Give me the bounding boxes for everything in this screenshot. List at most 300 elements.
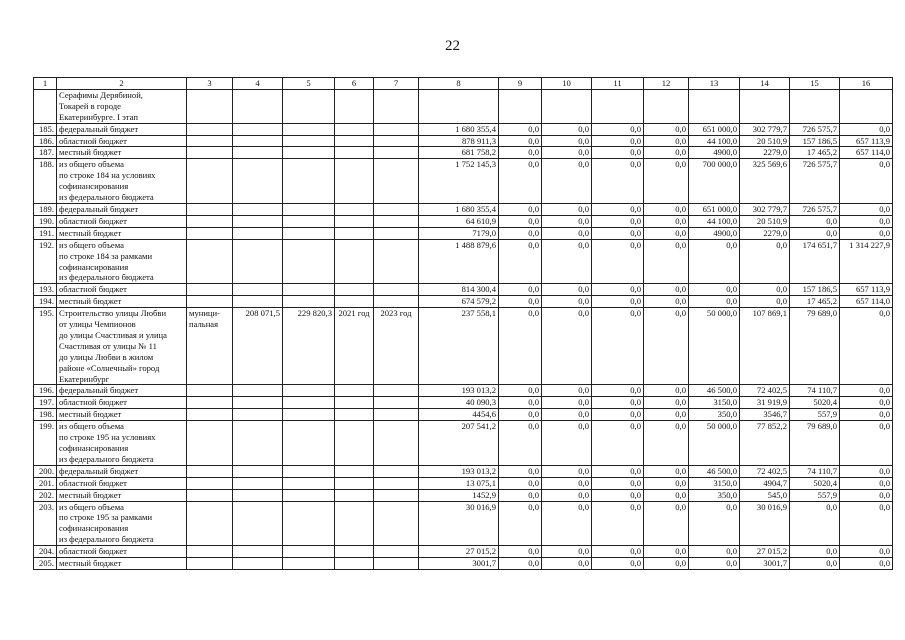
- value-cell: [790, 89, 840, 123]
- value-cell: 157 186,5: [790, 284, 840, 296]
- value-cell: 0,0: [790, 546, 840, 558]
- value-cell: [283, 159, 335, 204]
- ownership-cell: [187, 385, 233, 397]
- year-cell: [374, 397, 419, 409]
- value-cell: [283, 296, 335, 308]
- value-cell: 325 569,6: [740, 159, 790, 204]
- value-cell: 0,0: [499, 135, 542, 147]
- value-cell: 0,0: [644, 489, 689, 501]
- value-cell: 4900,0: [689, 227, 740, 239]
- table-row: [34, 123, 893, 135]
- value-cell: 0,0: [592, 123, 644, 135]
- year-cell: [335, 123, 374, 135]
- value-cell: [233, 489, 283, 501]
- value-cell: 0,0: [644, 239, 689, 284]
- value-cell: 0,0: [499, 308, 542, 385]
- row-number-cell: [34, 89, 57, 123]
- value-cell: 174 651,7: [790, 239, 840, 284]
- value-cell: [233, 546, 283, 558]
- value-cell: 651 000,0: [689, 123, 740, 135]
- year-cell: [374, 546, 419, 558]
- value-cell: [233, 385, 283, 397]
- value-cell: [283, 147, 335, 159]
- value-cell: 0,0: [542, 123, 592, 135]
- value-cell: [283, 89, 335, 123]
- item-name-cell: из общего объема по строке 195 на условиях софинансирования из федерального бюджета: [57, 421, 187, 466]
- ownership-cell: муници- пальная: [187, 308, 233, 385]
- item-name-cell: местный бюджет: [57, 409, 187, 421]
- value-cell: 27 015,2: [740, 546, 790, 558]
- value-cell: [233, 89, 283, 123]
- value-cell: 302 779,7: [740, 203, 790, 215]
- item-name-cell: Серафимы Дерябиной, Токарей в городе Екатеринбурге. I этап: [57, 89, 187, 123]
- year-cell: [374, 558, 419, 570]
- value-cell: [233, 203, 283, 215]
- value-cell: 0,0: [592, 203, 644, 215]
- item-name-cell: местный бюджет: [57, 489, 187, 501]
- row-number-cell: 196.: [34, 385, 57, 397]
- table-row: [34, 239, 893, 284]
- value-cell: 814 300,4: [419, 284, 499, 296]
- value-cell: 657 114,0: [840, 296, 893, 308]
- row-number-cell: 200.: [34, 465, 57, 477]
- value-cell: [283, 203, 335, 215]
- value-cell: [419, 89, 499, 123]
- value-cell: 0,0: [644, 385, 689, 397]
- item-name-cell: областной бюджет: [57, 135, 187, 147]
- ownership-cell: [187, 89, 233, 123]
- value-cell: 0,0: [592, 296, 644, 308]
- year-cell: [335, 159, 374, 204]
- value-cell: 50 000,0: [689, 308, 740, 385]
- value-cell: 0,0: [499, 409, 542, 421]
- value-cell: 0,0: [644, 421, 689, 466]
- value-cell: [233, 135, 283, 147]
- value-cell: 0,0: [644, 501, 689, 546]
- column-number-header: 6: [335, 78, 374, 90]
- value-cell: 237 558,1: [419, 308, 499, 385]
- item-name-cell: областной бюджет: [57, 284, 187, 296]
- value-cell: [233, 397, 283, 409]
- year-cell: [335, 409, 374, 421]
- value-cell: 0,0: [499, 385, 542, 397]
- value-cell: 0,0: [592, 558, 644, 570]
- year-cell: [374, 477, 419, 489]
- value-cell: 2279,0: [740, 227, 790, 239]
- year-cell: [335, 501, 374, 546]
- table-row: [34, 409, 893, 421]
- value-cell: 0,0: [644, 215, 689, 227]
- value-cell: 1 314 227,9: [840, 239, 893, 284]
- row-number-cell: 204.: [34, 546, 57, 558]
- value-cell: 0,0: [840, 558, 893, 570]
- value-cell: 0,0: [499, 203, 542, 215]
- value-cell: 17 465,2: [790, 147, 840, 159]
- value-cell: 0,0: [499, 239, 542, 284]
- value-cell: 0,0: [592, 308, 644, 385]
- value-cell: 0,0: [689, 546, 740, 558]
- year-cell: [335, 239, 374, 284]
- value-cell: [233, 421, 283, 466]
- ownership-cell: [187, 227, 233, 239]
- year-cell: [374, 421, 419, 466]
- value-cell: [283, 546, 335, 558]
- row-number-cell: 199.: [34, 421, 57, 466]
- year-cell: [374, 296, 419, 308]
- column-number-header: 8: [419, 78, 499, 90]
- ownership-cell: [187, 239, 233, 284]
- value-cell: 0,0: [592, 385, 644, 397]
- ownership-cell: [187, 397, 233, 409]
- value-cell: 107 869,1: [740, 308, 790, 385]
- value-cell: [283, 397, 335, 409]
- value-cell: 674 579,2: [419, 296, 499, 308]
- item-name-cell: федеральный бюджет: [57, 465, 187, 477]
- value-cell: 0,0: [840, 123, 893, 135]
- value-cell: [283, 284, 335, 296]
- value-cell: 20 510,9: [740, 215, 790, 227]
- value-cell: 0,0: [840, 308, 893, 385]
- item-name-cell: местный бюджет: [57, 296, 187, 308]
- value-cell: 0,0: [644, 123, 689, 135]
- value-cell: [283, 135, 335, 147]
- value-cell: 0,0: [542, 546, 592, 558]
- value-cell: 1452,9: [419, 489, 499, 501]
- column-number-header: 11: [592, 78, 644, 90]
- ownership-cell: [187, 465, 233, 477]
- column-number-header: 15: [790, 78, 840, 90]
- year-cell: [335, 546, 374, 558]
- year-cell: [374, 227, 419, 239]
- year-cell: [374, 203, 419, 215]
- value-cell: 0,0: [592, 397, 644, 409]
- value-cell: [283, 558, 335, 570]
- value-cell: 0,0: [542, 215, 592, 227]
- value-cell: 0,0: [592, 477, 644, 489]
- value-cell: 40 090,3: [419, 397, 499, 409]
- table-row: [34, 159, 893, 204]
- value-cell: 0,0: [499, 501, 542, 546]
- value-cell: 0,0: [499, 397, 542, 409]
- column-number-header: 1: [34, 78, 57, 90]
- value-cell: 0,0: [592, 135, 644, 147]
- value-cell: [233, 409, 283, 421]
- value-cell: [283, 465, 335, 477]
- value-cell: [233, 147, 283, 159]
- value-cell: 0,0: [499, 215, 542, 227]
- value-cell: [233, 227, 283, 239]
- ownership-cell: [187, 123, 233, 135]
- value-cell: 0,0: [592, 409, 644, 421]
- value-cell: 0,0: [840, 385, 893, 397]
- row-number-cell: 187.: [34, 147, 57, 159]
- table-row: [34, 296, 893, 308]
- ownership-cell: [187, 421, 233, 466]
- value-cell: 545,0: [740, 489, 790, 501]
- table-row: [34, 385, 893, 397]
- value-cell: 0,0: [592, 465, 644, 477]
- value-cell: 0,0: [592, 501, 644, 546]
- row-number-cell: 194.: [34, 296, 57, 308]
- row-number-cell: 188.: [34, 159, 57, 204]
- value-cell: 0,0: [689, 239, 740, 284]
- value-cell: 0,0: [542, 159, 592, 204]
- row-number-cell: 185.: [34, 123, 57, 135]
- value-cell: 0,0: [840, 227, 893, 239]
- value-cell: 27 015,2: [419, 546, 499, 558]
- value-cell: 1 680 355,4: [419, 203, 499, 215]
- value-cell: 0,0: [499, 477, 542, 489]
- value-cell: 0,0: [542, 421, 592, 466]
- year-cell: [374, 385, 419, 397]
- table-row: [34, 465, 893, 477]
- value-cell: 0,0: [592, 421, 644, 466]
- value-cell: 878 911,3: [419, 135, 499, 147]
- value-cell: 0,0: [790, 227, 840, 239]
- value-cell: 44 100,0: [689, 215, 740, 227]
- ownership-cell: [187, 203, 233, 215]
- value-cell: 0,0: [840, 465, 893, 477]
- item-name-cell: местный бюджет: [57, 147, 187, 159]
- value-cell: 0,0: [644, 284, 689, 296]
- ownership-cell: [187, 159, 233, 204]
- column-number-header: 9: [499, 78, 542, 90]
- year-cell: [374, 159, 419, 204]
- row-number-cell: 203.: [34, 501, 57, 546]
- value-cell: 0,0: [499, 147, 542, 159]
- row-number-cell: 190.: [34, 215, 57, 227]
- value-cell: 0,0: [499, 465, 542, 477]
- value-cell: 157 186,5: [790, 135, 840, 147]
- row-number-cell: 205.: [34, 558, 57, 570]
- value-cell: 681 758,2: [419, 147, 499, 159]
- year-cell: [335, 147, 374, 159]
- value-cell: [233, 296, 283, 308]
- value-cell: 700 000,0: [689, 159, 740, 204]
- value-cell: 0,0: [499, 227, 542, 239]
- row-number-cell: 195.: [34, 308, 57, 385]
- value-cell: 74 110,7: [790, 465, 840, 477]
- value-cell: 20 510,9: [740, 135, 790, 147]
- value-cell: 4454,6: [419, 409, 499, 421]
- value-cell: 207 541,2: [419, 421, 499, 466]
- column-number-header: 7: [374, 78, 419, 90]
- value-cell: [233, 215, 283, 227]
- year-cell: 2021 год: [335, 308, 374, 385]
- value-cell: 0,0: [644, 147, 689, 159]
- value-cell: 0,0: [542, 308, 592, 385]
- value-cell: [233, 123, 283, 135]
- value-cell: [689, 89, 740, 123]
- value-cell: 0,0: [542, 501, 592, 546]
- value-cell: 0,0: [840, 421, 893, 466]
- value-cell: 0,0: [644, 308, 689, 385]
- value-cell: 0,0: [542, 385, 592, 397]
- year-cell: [374, 147, 419, 159]
- value-cell: [233, 465, 283, 477]
- value-cell: 0,0: [790, 558, 840, 570]
- page-number: 22: [445, 38, 460, 54]
- value-cell: 208 071,5: [233, 308, 283, 385]
- value-cell: 0,0: [840, 215, 893, 227]
- column-number-header: 14: [740, 78, 790, 90]
- ownership-cell: [187, 489, 233, 501]
- row-number-cell: 198.: [34, 409, 57, 421]
- item-name-cell: из общего объема по строке 184 за рамками софинансирования из федерального бюджета: [57, 239, 187, 284]
- table-row: [34, 89, 893, 123]
- value-cell: 0,0: [644, 203, 689, 215]
- table-row: [34, 215, 893, 227]
- value-cell: [740, 89, 790, 123]
- value-cell: 0,0: [644, 409, 689, 421]
- value-cell: [233, 284, 283, 296]
- value-cell: 0,0: [644, 477, 689, 489]
- value-cell: 31 919,9: [740, 397, 790, 409]
- ownership-cell: [187, 409, 233, 421]
- value-cell: 0,0: [644, 135, 689, 147]
- value-cell: 0,0: [644, 558, 689, 570]
- value-cell: 0,0: [840, 397, 893, 409]
- value-cell: 0,0: [542, 203, 592, 215]
- item-name-cell: областной бюджет: [57, 546, 187, 558]
- row-number-cell: 186.: [34, 135, 57, 147]
- value-cell: 0,0: [499, 123, 542, 135]
- value-cell: 651 000,0: [689, 203, 740, 215]
- value-cell: 5020,4: [790, 477, 840, 489]
- table-row: [34, 477, 893, 489]
- value-cell: 0,0: [542, 465, 592, 477]
- value-cell: 0,0: [740, 296, 790, 308]
- value-cell: 726 575,7: [790, 159, 840, 204]
- table-row: [34, 501, 893, 546]
- year-cell: [374, 489, 419, 501]
- value-cell: 0,0: [499, 159, 542, 204]
- value-cell: 0,0: [592, 215, 644, 227]
- row-number-cell: 202.: [34, 489, 57, 501]
- value-cell: 193 013,2: [419, 385, 499, 397]
- value-cell: 193 013,2: [419, 465, 499, 477]
- value-cell: 1 488 879,6: [419, 239, 499, 284]
- value-cell: 0,0: [644, 227, 689, 239]
- value-cell: 0,0: [840, 203, 893, 215]
- value-cell: 0,0: [740, 284, 790, 296]
- value-cell: 0,0: [840, 159, 893, 204]
- table-row: [34, 558, 893, 570]
- value-cell: 0,0: [644, 397, 689, 409]
- value-cell: 0,0: [740, 239, 790, 284]
- value-cell: 0,0: [542, 296, 592, 308]
- item-name-cell: областной бюджет: [57, 397, 187, 409]
- value-cell: 0,0: [840, 489, 893, 501]
- column-number-header: 12: [644, 78, 689, 90]
- value-cell: 302 779,7: [740, 123, 790, 135]
- value-cell: 46 500,0: [689, 385, 740, 397]
- year-cell: [335, 385, 374, 397]
- year-cell: [335, 203, 374, 215]
- value-cell: 0,0: [790, 215, 840, 227]
- column-number-header: 2: [57, 78, 187, 90]
- value-cell: 0,0: [592, 239, 644, 284]
- value-cell: 64 610,9: [419, 215, 499, 227]
- table-row: [34, 135, 893, 147]
- budget-table: [33, 77, 893, 570]
- value-cell: 0,0: [499, 558, 542, 570]
- table-row: [34, 284, 893, 296]
- column-number-row: [34, 78, 893, 90]
- ownership-cell: [187, 477, 233, 489]
- year-cell: [374, 284, 419, 296]
- value-cell: 50 000,0: [689, 421, 740, 466]
- value-cell: 0,0: [592, 159, 644, 204]
- column-number-header: 4: [233, 78, 283, 90]
- year-cell: [335, 465, 374, 477]
- row-number-cell: 193.: [34, 284, 57, 296]
- year-cell: [335, 421, 374, 466]
- year-cell: [335, 227, 374, 239]
- value-cell: 72 402,5: [740, 385, 790, 397]
- year-cell: [374, 409, 419, 421]
- table-row: [34, 203, 893, 215]
- year-cell: [374, 135, 419, 147]
- value-cell: 0,0: [499, 421, 542, 466]
- year-cell: [374, 123, 419, 135]
- value-cell: [283, 501, 335, 546]
- value-cell: [499, 89, 542, 123]
- value-cell: 350,0: [689, 489, 740, 501]
- value-cell: 0,0: [840, 477, 893, 489]
- item-name-cell: местный бюджет: [57, 558, 187, 570]
- value-cell: 30 016,9: [419, 501, 499, 546]
- ownership-cell: [187, 215, 233, 227]
- value-cell: 0,0: [499, 546, 542, 558]
- value-cell: 0,0: [499, 296, 542, 308]
- value-cell: 229 820,3: [283, 308, 335, 385]
- value-cell: 79 689,0: [790, 421, 840, 466]
- item-name-cell: Строительство улицы Любви от улицы Чемпионов до улицы Счастливая и улица Счастливая от улицы № 11 до улицы Любви в жилом районе «Солнечный» город Екатеринбург: [57, 308, 187, 385]
- item-name-cell: местный бюджет: [57, 227, 187, 239]
- value-cell: [592, 89, 644, 123]
- value-cell: 0,0: [689, 284, 740, 296]
- table-row: [34, 227, 893, 239]
- item-name-cell: федеральный бюджет: [57, 385, 187, 397]
- value-cell: 0,0: [840, 501, 893, 546]
- year-cell: [335, 135, 374, 147]
- value-cell: [283, 227, 335, 239]
- value-cell: 4904,7: [740, 477, 790, 489]
- value-cell: [233, 239, 283, 284]
- value-cell: 0,0: [689, 558, 740, 570]
- value-cell: 0,0: [592, 227, 644, 239]
- item-name-cell: федеральный бюджет: [57, 123, 187, 135]
- ownership-cell: [187, 296, 233, 308]
- value-cell: 0,0: [840, 409, 893, 421]
- value-cell: 0,0: [644, 546, 689, 558]
- value-cell: 30 016,9: [740, 501, 790, 546]
- value-cell: 3001,7: [419, 558, 499, 570]
- year-cell: [335, 215, 374, 227]
- year-cell: 2023 год: [374, 308, 419, 385]
- value-cell: 557,9: [790, 489, 840, 501]
- table-row: [34, 421, 893, 466]
- value-cell: [283, 123, 335, 135]
- year-cell: [335, 397, 374, 409]
- value-cell: [283, 477, 335, 489]
- value-cell: 3150,0: [689, 397, 740, 409]
- value-cell: 0,0: [689, 501, 740, 546]
- value-cell: 0,0: [542, 239, 592, 284]
- value-cell: 0,0: [790, 501, 840, 546]
- row-number-cell: 191.: [34, 227, 57, 239]
